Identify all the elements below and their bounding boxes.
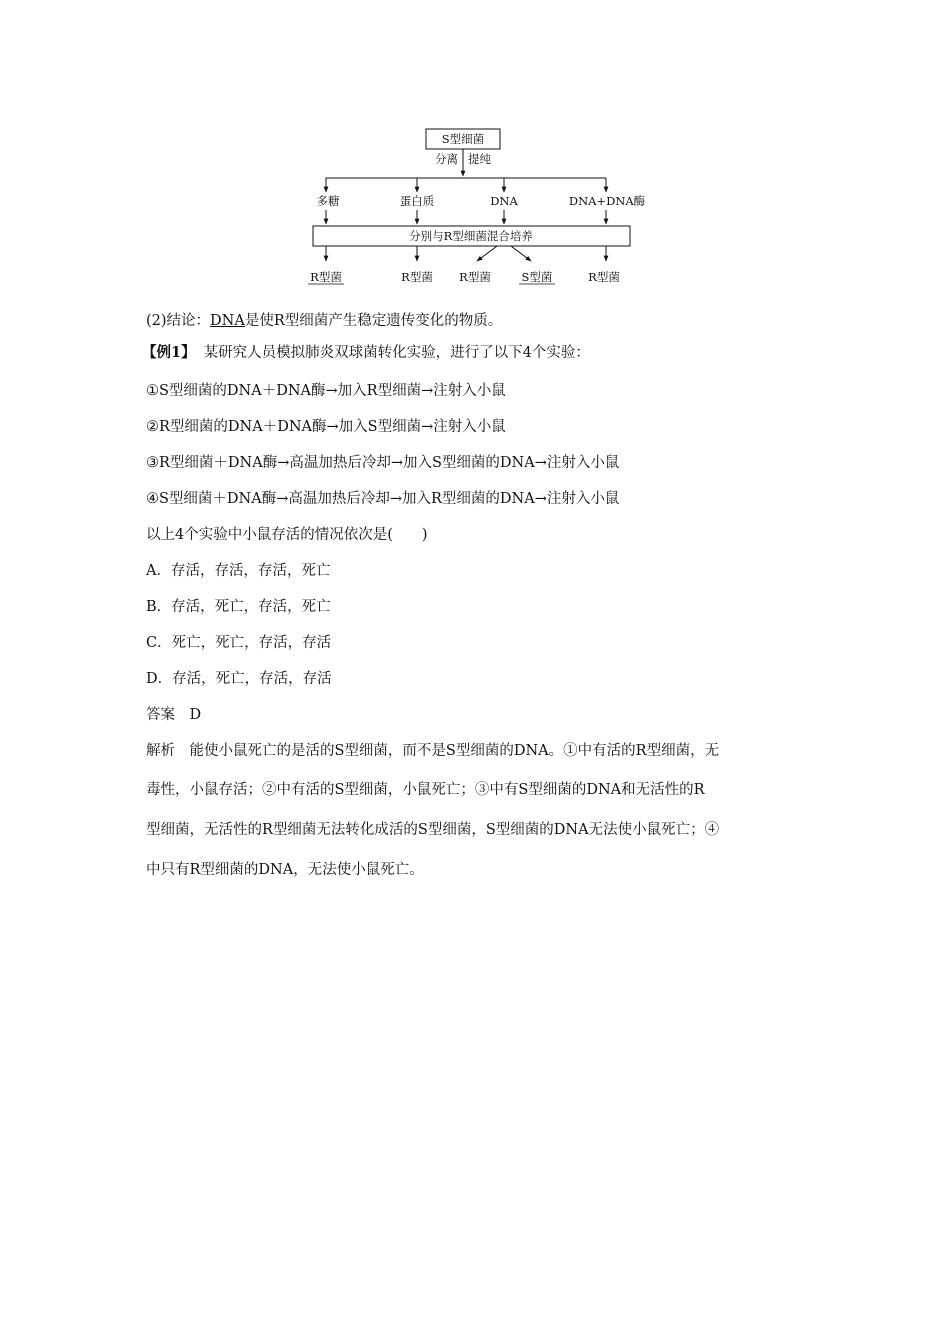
component-dna: DNA	[490, 194, 518, 208]
conclusion-line	[146, 311, 502, 331]
analysis-line-1: 解析 能使小鼠死亡的是活的S型细菌，而不是S型细菌的DNA。①中有活的R型细菌，无	[146, 743, 720, 759]
example-intro-line	[142, 343, 590, 363]
result-2: R型菌	[401, 270, 433, 284]
analysis-line-2: 毒性，小鼠存活；②中有活的S型细菌，小鼠死亡；③中有S型细菌的DNA和无活性的R	[146, 782, 705, 798]
experiment-diagram	[300, 120, 650, 292]
mix-culture-label: 分别与R型细菌混合培养	[409, 229, 533, 243]
result-5: R型菌	[588, 270, 620, 284]
conclusion-suffix: 是使R型细菌产生稳定遗传变化的物质。	[244, 313, 503, 329]
analysis-line-4: 中只有R型细菌的DNA，无法使小鼠死亡。	[146, 862, 424, 878]
option-a: A．存活，存活，存活，死亡	[146, 563, 331, 579]
separation-label: 分离	[435, 152, 458, 166]
conclusion-key: DNA	[210, 313, 245, 329]
result-3: R型菌	[459, 270, 491, 284]
experiment-item-3: ③R型细菌＋DNA酶→高温加热后冷却→加入S型细菌的DNA→注射入小鼠	[146, 455, 620, 471]
s-bacteria-label: S型细菌	[441, 132, 485, 146]
conclusion-prefix: (2)结论：	[146, 313, 211, 329]
option-b: B．存活，死亡，存活，死亡	[146, 599, 331, 615]
option-c: C．死亡，死亡，存活，存活	[146, 635, 332, 651]
purification-label: 提纯	[468, 152, 491, 166]
experiment-item-4: ④S型细菌＋DNA酶→高温加热后冷却→加入R型细菌的DNA→注射入小鼠	[146, 491, 620, 507]
result-1: R型菌	[310, 270, 342, 284]
analysis-line-3: 型细菌，无活性的R型细菌无法转化成活的S型细菌，S型细菌的DNA无法使小鼠死亡；④	[146, 822, 720, 838]
example-tag: 【例1】	[142, 344, 196, 361]
component-dna-dnase: DNA+DNA酶	[568, 194, 646, 208]
experiment-item-2: ②R型细菌的DNA＋DNA酶→加入S型细菌→注射入小鼠	[146, 419, 506, 435]
result-4: S型菌	[521, 270, 553, 284]
answer-line: 答案 D	[146, 707, 202, 723]
question-stem: 以上4个实验中小鼠存活的情况依次是( )	[146, 527, 428, 543]
component-polysaccharide: 多糖	[316, 194, 340, 208]
component-protein: 蛋白质	[399, 194, 435, 208]
option-d: D．存活，死亡，存活，存活	[146, 671, 332, 687]
example-intro: 某研究人员模拟肺炎双球菌转化实验，进行了以下4个实验：	[203, 345, 590, 361]
experiment-item-1: ①S型细菌的DNA＋DNA酶→加入R型细菌→注射入小鼠	[146, 383, 506, 399]
